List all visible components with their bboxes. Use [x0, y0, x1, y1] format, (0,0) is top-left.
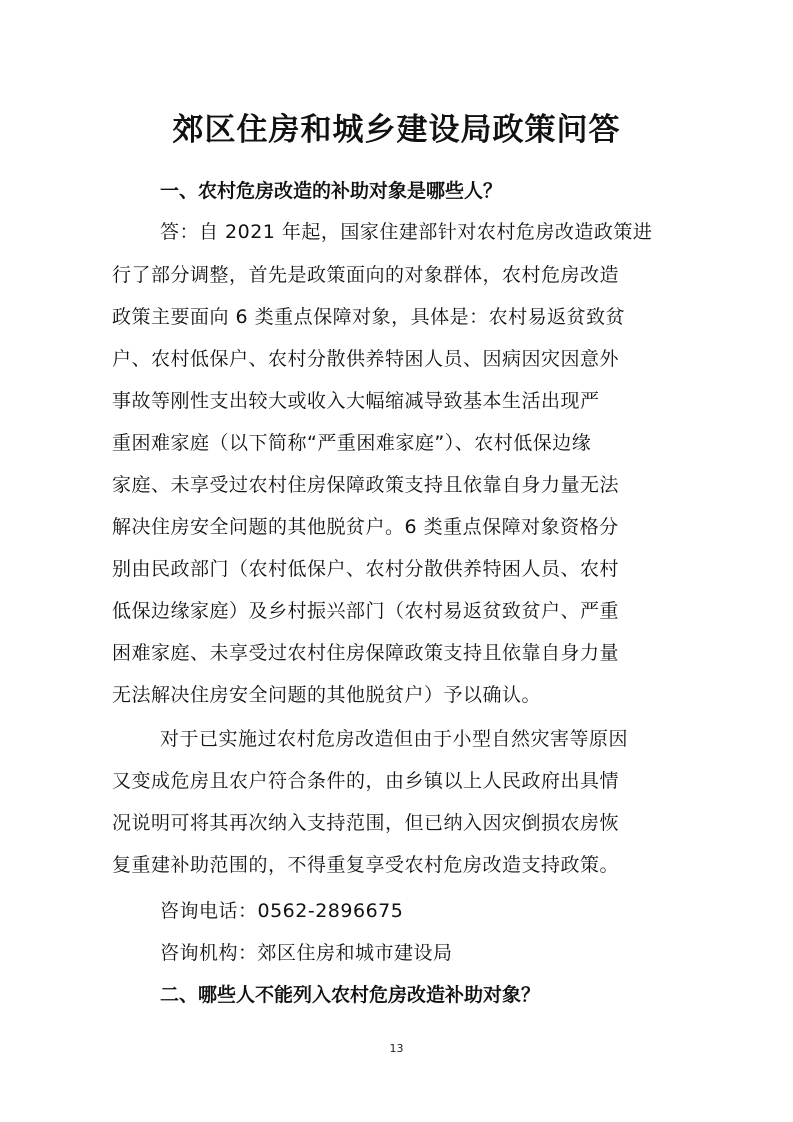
paragraph-1-line: 重困难家庭（以下简称“严重困难家庭”）、农村低保边缘	[112, 432, 592, 454]
paragraph-1-line: 解决住房安全问题的其他脱贫户。6 类重点保障对象资格分	[112, 516, 619, 538]
paragraph-1-line: 困难家庭、未享受过农村住房保障政策支持且依靠自身力量	[112, 642, 620, 664]
paragraph-2-line: 又变成危房且农户符合条件的，由乡镇以上人民政府出具情	[112, 770, 620, 792]
paragraph-1-line: 低保边缘家庭）及乡村振兴部门（农村易返贫致贫户、严重	[112, 600, 620, 622]
contact-phone: 咨询电话：0562-2896675	[160, 900, 404, 922]
paragraph-1-line: 别由民政部门（农村低保户、农村分散供养特困人员、农村	[112, 558, 620, 580]
contact-organization: 咨询机构：郊区住房和城市建设局	[160, 942, 453, 964]
section-heading-1: 一、农村危房改造的补助对象是哪些人？	[160, 180, 503, 202]
paragraph-2-line: 对于已实施过农村危房改造但由于小型自然灾害等原因	[160, 728, 629, 750]
paragraph-1-line: 答：自 2021 年起，国家住建部针对农村危房改造政策进	[160, 221, 653, 243]
paragraph-1-line: 户、农村低保户、农村分散供养特困人员、因病因灾因意外	[112, 348, 620, 370]
paragraph-1-line: 事故等刚性支出较大或收入大幅缩减导致基本生活出现严	[112, 390, 600, 412]
paragraph-2-line: 况说明可将其再次纳入支持范围，但已纳入因灾倒损农房恢	[112, 812, 620, 834]
paragraph-2-line: 复重建补助范围的，不得重复享受农村危房改造支持政策。	[112, 854, 620, 876]
paragraph-1-line: 家庭、未享受过农村住房保障政策支持且依靠自身力量无法	[112, 474, 620, 496]
paragraph-1-line: 无法解决住房安全问题的其他脱贫户）予以确认。	[112, 684, 542, 706]
page-title: 郊区住房和城乡建设局政策问答	[172, 112, 621, 148]
section-heading-2: 二、哪些人不能列入农村危房改造补助对象？	[160, 984, 541, 1006]
paragraph-1-line: 政策主要面向 6 类重点保障对象，具体是：农村易返贫致贫	[112, 306, 626, 328]
paragraph-1-line: 行了部分调整，首先是政策面向的对象群体，农村危房改造	[112, 264, 620, 286]
page-number: 13	[389, 1042, 404, 1055]
